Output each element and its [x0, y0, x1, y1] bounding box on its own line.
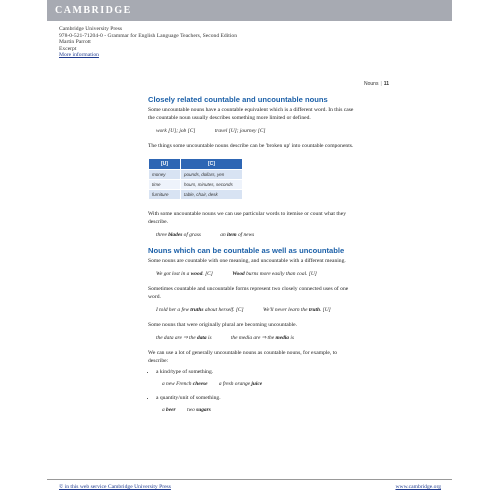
example: the media are ⇒ the media is: [230, 335, 294, 341]
table-header: [C]: [181, 159, 243, 170]
section-heading: Closely related countable and uncountable nouns: [148, 95, 328, 104]
paragraph: Some nouns that were originally plural are becoming uncountable.: [148, 322, 297, 328]
list-item: • a kind/type of something. a new French cheese a fresh orange juice: [156, 368, 358, 388]
noun-table: [148, 158, 243, 200]
paragraph: Some nouns are countable with one meaning, and uncountable with a different meaning.: [148, 258, 346, 264]
meta-line: 978-0-521-71204-0 - Grammar for English Language Teachers, Second Edition: [59, 32, 237, 39]
publisher-banner: [47, 0, 452, 21]
more-information-link[interactable]: More information: [59, 52, 99, 59]
table-cell: furniture: [149, 190, 181, 200]
example: two sugars: [187, 407, 211, 413]
paragraph: We can use a lot of generally uncountable nouns as countable nouns, for example, to describe:: [148, 350, 338, 364]
example-line: [162, 406, 358, 414]
table-cell: time: [149, 180, 181, 190]
example-line: [156, 307, 358, 313]
example: a fresh orange juice: [218, 381, 263, 387]
footer-divider: [47, 479, 452, 480]
list-item: • a quantity/unit of something. a beer two sugars: [156, 394, 358, 414]
table-row: [149, 180, 243, 190]
example: the data are ⇒ the data is: [156, 335, 212, 341]
publisher-logo: CAMBRIDGE: [55, 5, 132, 16]
meta-line: Martin Parrott: [59, 39, 91, 46]
section-heading: Nouns which can be countable as well as uncountable: [148, 246, 345, 255]
paragraph: The things some uncountable nouns describe can be 'broken up' into countable components.: [148, 143, 354, 149]
example: travel [U]; journey [C]: [214, 128, 266, 134]
paragraph: Sometimes countable and uncountable forms represent two closely connected uses of one word.: [148, 286, 349, 300]
example: a beer: [162, 407, 176, 413]
section-name: Nouns: [364, 81, 379, 87]
page-content: [148, 95, 358, 420]
example: a new French cheese: [162, 381, 208, 387]
book-metadata: [59, 26, 237, 59]
example: work [U]; job [C]: [156, 128, 196, 134]
example: Wood burns more easily than coal. [U]: [232, 271, 317, 277]
example-line: [156, 335, 358, 341]
table-row: [149, 190, 243, 200]
table-cell: hours, minutes, seconds: [181, 180, 243, 190]
copyright-link[interactable]: © in this web service Cambridge University Press: [59, 484, 171, 490]
table-cell: table, chair, desk: [181, 190, 243, 200]
example-line: [162, 380, 358, 388]
running-head: Nouns | 11: [364, 81, 390, 87]
table-header: [U]: [149, 159, 181, 170]
page-number: 11: [383, 81, 390, 87]
paragraph: Some uncountable nouns have a countable equivalent which is a different word. In this case the countable noun usually describes something more limited or defined.: [148, 107, 354, 121]
example: I told her a few truths about herself. [C]: [156, 307, 244, 313]
table-row: [149, 170, 243, 180]
table-cell: money: [149, 170, 181, 180]
example: three blades of grass: [156, 232, 201, 238]
table-cell: pounds, dollars, yen: [181, 170, 243, 180]
paragraph: With some uncountable nouns we can use particular words to itemise or count what they describe.: [148, 211, 346, 225]
meta-line: Cambridge University Press: [59, 26, 123, 32]
meta-line: Excerpt: [59, 45, 77, 52]
example: We got lost in a wood. [C]: [156, 271, 213, 277]
bullet-list: [148, 368, 358, 414]
example: We'll never learn the truth. [U]: [262, 307, 331, 313]
example-line: [156, 128, 358, 134]
example-line: [156, 271, 358, 277]
website-link[interactable]: www.cambridge.org: [395, 484, 441, 490]
example: an item of news: [220, 232, 255, 238]
example-line: [156, 232, 358, 238]
